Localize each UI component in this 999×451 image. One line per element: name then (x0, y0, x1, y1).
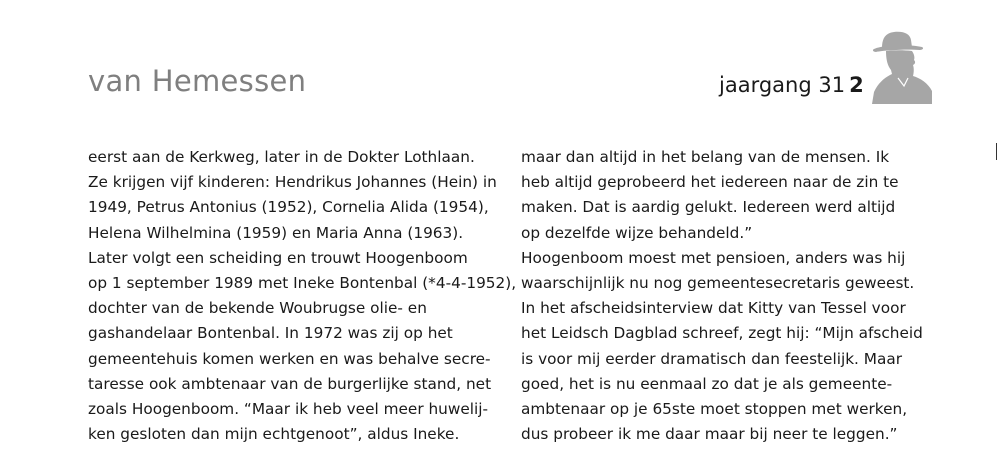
text-line: In het afscheidsinterview dat Kitty van Tessel voor (521, 299, 906, 318)
text-line: Ze krijgen vijf kinderen: Hendrikus Johannes (Hein) in (88, 173, 497, 192)
text-line: gashandelaar Bontenbal. In 1972 was zij op het (88, 324, 453, 343)
text-line: op 1 september 1989 met Ineke Bontenbal (*4-4-1952), (88, 273, 517, 292)
text-line: is voor mij eerder dramatisch dan feestelijk. Maar (521, 349, 903, 368)
text-line: Helena Wilhelmina (1959) en Maria Anna (1963). (88, 223, 464, 242)
text-line: gemeentehuis komen werken en was behalve secre- (88, 349, 491, 368)
man-with-hat-silhouette-icon (868, 28, 932, 104)
volume-label: jaargang 31 (719, 73, 846, 97)
text-line: goed, het is nu eenmaal zo dat je als gemeente- (521, 374, 893, 393)
text-column-left (88, 145, 516, 447)
text-line: 1949, Petrus Antonius (1952), Cornelia Alida (1954), (88, 198, 489, 217)
text-line: op dezelfde wijze behandeld.” (521, 223, 753, 242)
running-header-author: van Hemessen (88, 64, 307, 98)
text-cursor (996, 143, 997, 160)
text-column-right (521, 145, 923, 447)
issue-number: 2 (849, 73, 864, 97)
text-line: maken. Dat is aardig gelukt. Iedereen werd altijd (521, 198, 896, 217)
text-line: eerst aan de Kerkweg, later in de Dokter Lothlaan. (88, 148, 475, 166)
text-line: Hoogenboom moest met pensioen, anders was hij (521, 248, 906, 267)
text-line: dus probeer ik me daar maar bij neer te leggen.” (521, 425, 898, 444)
running-header-volume (719, 73, 864, 97)
text-line: maar dan altijd in het belang van de mensen. Ik (521, 148, 890, 166)
text-line: het Leidsch Dagblad schreef, zegt hij: “Mijn afscheid (521, 324, 923, 343)
text-line: Later volgt een scheiding en trouwt Hoogenboom (88, 248, 468, 267)
text-line: dochter van de bekende Woubrugse olie- en (88, 299, 427, 318)
text-line: waarschijnlijk nu nog gemeentesecretaris geweest. (521, 273, 915, 292)
text-line: ambtenaar op je 65ste moet stoppen met werken, (521, 399, 908, 418)
text-line: taresse ook ambtenaar van de burgerlijke stand, net (88, 374, 492, 393)
text-line: zoals Hoogenboom. “Maar ik heb veel meer huwelij- (88, 399, 489, 418)
text-line: ken gesloten dan mijn echtgenoot”, aldus Ineke. (88, 425, 460, 444)
text-line: heb altijd geprobeerd het iedereen naar de zin te (521, 173, 899, 192)
